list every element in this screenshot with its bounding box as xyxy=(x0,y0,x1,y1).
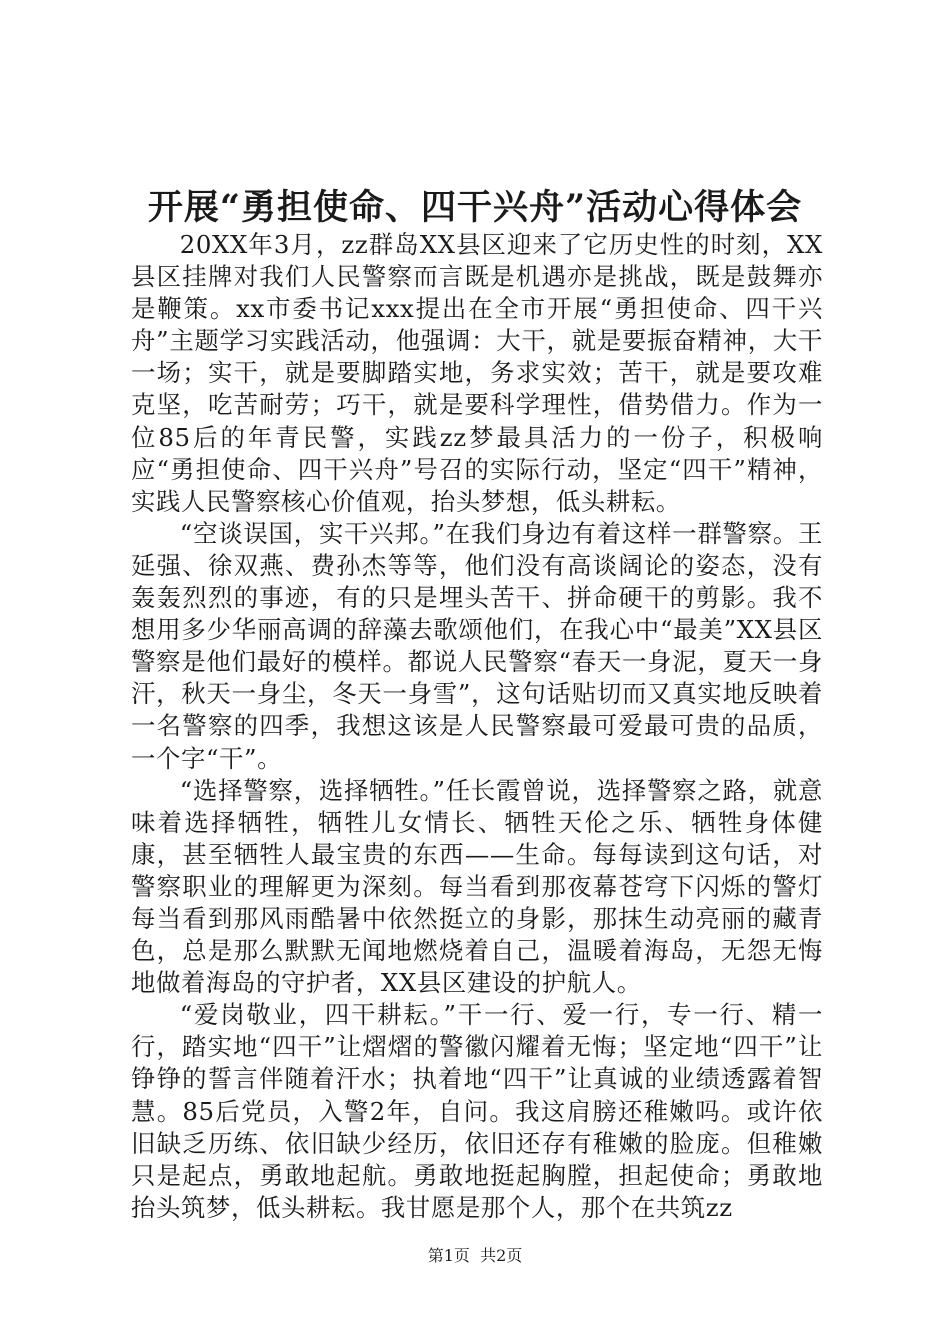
footer-spacer xyxy=(470,1246,480,1265)
page-total: 共2页 xyxy=(480,1246,523,1265)
page-title: 开展“勇担使命、四干兴舟”活动心得体会 xyxy=(147,187,803,228)
paragraph-1: 20XX年3月，zz群岛XX县区迎来了它历史性的时刻，XX县区挂牌对我们人民警察而言既是机遇亦是挑战，既是鼓舞亦是鞭策。xx市委书记xxx提出在全市开展“勇担使命、四干兴舟”主题学习实践活动，他强调：大干，就是要振奋精神，大干一场；实干，就是要脚踏实地，务求实效；苦干，就是要攻难克坚，吃苦耐劳；巧干，就是要科学理性，借势借力。作为一位85后的年青民警，实践zz梦最具活力的一份子，积极响应“勇担使命、四干兴舟”号召的实际行动，坚定“四干”精神，实践人民警察核心价值观，抬头梦想，低头耕耘。 xyxy=(131,230,823,516)
page-footer xyxy=(0,1245,950,1267)
paragraph-4: “爱岗敬业，四干耕耘。”干一行、爱一行，专一行、精一行，踏实地“四干”让熠熠的警徽闪耀着无悔；坚定地“四干”让铮铮的誓言伴随着汗水；执着地“四干”让真诚的业绩透露着智慧。85后党员，入警2年，自问。我这肩膀还稚嫩吗。或许依旧缺乏历练、依旧缺少经历，依旧还存有稚嫩的脸庞。但稚嫩只是起点，勇敢地起航。勇敢地挺起胸膛，担起使命；勇敢地抬头筑梦，低头耕耘。我甘愿是那个人，那个在共筑zz xyxy=(131,1000,823,1222)
paragraph-2: “空谈误国，实干兴邦。”在我们身边有着这样一群警察。王延强、徐双燕、费孙杰等等，他们没有高谈阔论的姿态，没有轰轰烈烈的事迹，有的只是埋头苦干、拼命硬干的剪影。我不想用多少华丽高调的辞藻去歌颂他们，在我心中“最美”XX县区警察是他们最好的模样。都说人民警察“春天一身泥，夏天一身汗，秋天一身尘，冬天一身雪”，这句话贴切而又真实地反映着一名警察的四季，我想这该是人民警察最可爱最可贵的品质，一个字“干”。 xyxy=(131,518,823,773)
paragraph-3: “选择警察，选择牺牲。”任长霞曾说，选择警察之路，就意味着选择牺牲，牺牲儿女情长、牺牲天伦之乐、牺牲身体健康，甚至牺牲人最宝贵的东西——生命。每每读到这句话，对警察职业的理解更为深刻。每当看到那夜幕苍穹下闪烁的警灯每当看到那风雨酷暑中依然挺立的身影，那抹生动亮丽的藏青色，总是那么默默无闻地燃烧着自己，温暖着海岛，无怨无悔地做着海岛的守护者，XX县区建设的护航人。 xyxy=(131,775,823,998)
page-number: 第1页 xyxy=(427,1246,470,1265)
document-body xyxy=(131,229,823,1224)
